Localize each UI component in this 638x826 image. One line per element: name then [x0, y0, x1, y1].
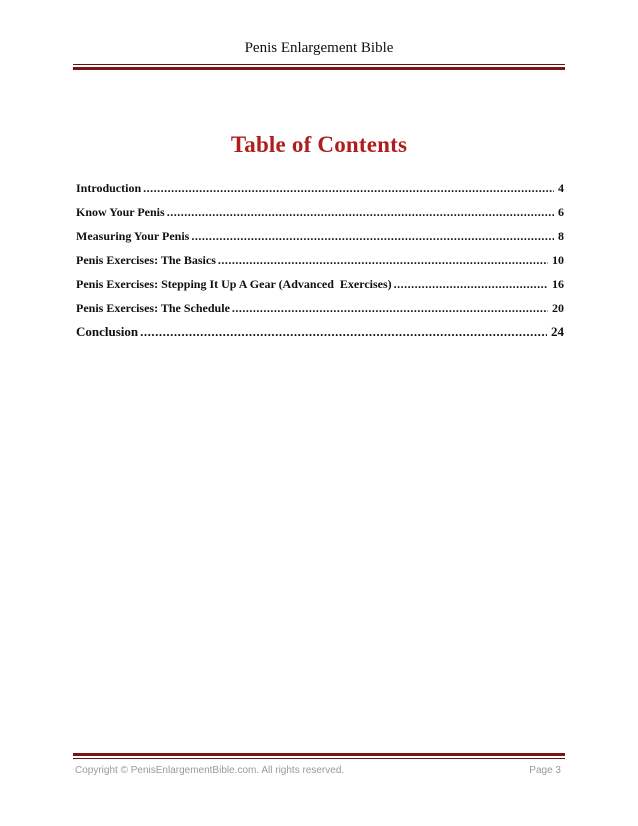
running-header-title: Penis Enlargement Bible: [244, 40, 394, 56]
toc-entry-page: 20: [552, 301, 564, 315]
toc-dot-leader: [394, 276, 548, 292]
toc-entry-know-your-penis[interactable]: [76, 204, 564, 228]
toc-entry-title: Introduction: [76, 181, 142, 195]
toc-entry-conclusion[interactable]: [76, 324, 564, 348]
toc-dot-leader: [140, 324, 547, 340]
toc-dot-leader: [167, 204, 554, 220]
toc-dot-leader: [191, 228, 554, 244]
toc-entry-exercises-basics[interactable]: [76, 252, 564, 276]
toc-dot-leader: [143, 180, 554, 196]
footer-divider-thin-line: [73, 758, 565, 759]
toc-heading: Table of Contents: [230, 132, 408, 157]
toc-entry-exercises-schedule[interactable]: [76, 300, 564, 324]
header-divider-thin-line: [73, 64, 565, 65]
toc-entry-title: Know Your Penis: [76, 205, 165, 219]
toc-entry-title: Measuring Your Penis: [76, 229, 190, 243]
toc-entry-title: Penis Exercises: Stepping It Up A Gear (Advanced Exercises): [76, 277, 392, 291]
toc-list: [76, 180, 564, 348]
footer-copyright: Copyright © PenisEnlargementBible.com. All rights reserved.: [75, 765, 345, 776]
footer-page-number: Page 3: [529, 765, 561, 776]
toc-entry-exercises-advanced[interactable]: [76, 276, 564, 300]
toc-entry-measuring[interactable]: [76, 228, 564, 252]
toc-dot-leader: [218, 252, 548, 268]
footer-divider: [73, 753, 565, 759]
toc-dot-leader: [232, 300, 548, 316]
toc-entry-title: Penis Exercises: The Basics: [76, 253, 216, 267]
toc-entry-page: 8: [558, 229, 564, 243]
toc-entry-title: Conclusion: [76, 324, 139, 339]
toc-entry-page: 6: [558, 205, 564, 219]
footer-divider-thick-line: [73, 753, 565, 756]
page-footer: [75, 765, 561, 776]
toc-entry-introduction[interactable]: [76, 180, 564, 204]
header-divider-thick-line: [73, 67, 565, 70]
toc-entry-page: 24: [551, 324, 564, 339]
toc-entry-page: 10: [552, 253, 564, 267]
toc-entry-page: 4: [558, 181, 564, 195]
header-divider: [73, 64, 565, 70]
toc-entry-title: Penis Exercises: The Schedule: [76, 301, 230, 315]
toc-entry-page: 16: [552, 277, 564, 291]
